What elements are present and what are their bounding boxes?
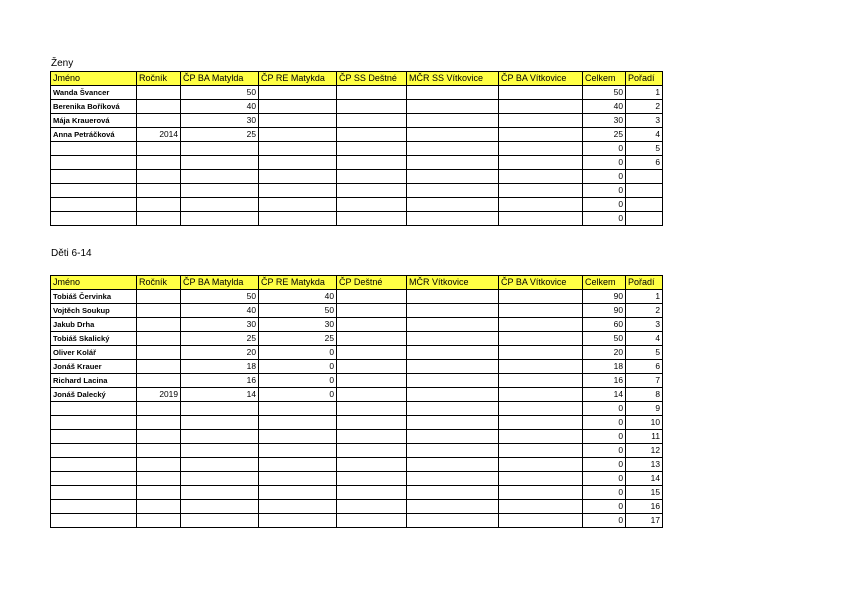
cell-cp-ba-matylda xyxy=(181,212,259,226)
column-header-cp-re-matykda: ČP RE Matykda xyxy=(259,72,337,86)
table-row xyxy=(51,332,663,346)
cell-name xyxy=(51,514,137,528)
cell-cp-re-matykda xyxy=(259,170,337,184)
cell-total: 0 xyxy=(583,402,626,416)
cell-total: 0 xyxy=(583,458,626,472)
cell-cp-ba-vitkovice xyxy=(499,486,583,500)
table-row xyxy=(51,86,663,100)
cell-race-4 xyxy=(337,304,407,318)
cell-race-5 xyxy=(407,416,499,430)
cell-rank: 7 xyxy=(626,374,663,388)
cell-name xyxy=(51,500,137,514)
cell-race-5 xyxy=(407,472,499,486)
cell-race-4 xyxy=(337,472,407,486)
cell-total: 20 xyxy=(583,346,626,360)
cell-race-5 xyxy=(407,198,499,212)
cell-race-5 xyxy=(407,304,499,318)
table-row xyxy=(51,458,663,472)
cell-cp-re-matykda xyxy=(259,472,337,486)
cell-cp-re-matykda xyxy=(259,500,337,514)
cell-cp-re-matykda: 0 xyxy=(259,346,337,360)
column-header-total: Celkem xyxy=(583,276,626,290)
cell-total: 50 xyxy=(583,332,626,346)
cell-total: 0 xyxy=(583,198,626,212)
cell-cp-ba-matylda: 18 xyxy=(181,360,259,374)
table-row xyxy=(51,198,663,212)
cell-name xyxy=(51,184,137,198)
cell-cp-ba-matylda: 50 xyxy=(181,86,259,100)
cell-birth-year xyxy=(137,114,181,128)
column-header-birth-year: Ročník xyxy=(137,72,181,86)
cell-race-4 xyxy=(337,86,407,100)
cell-race-5 xyxy=(407,128,499,142)
cell-race-4 xyxy=(337,212,407,226)
cell-total: 0 xyxy=(583,212,626,226)
cell-cp-re-matykda xyxy=(259,402,337,416)
cell-total: 0 xyxy=(583,416,626,430)
cell-cp-ba-vitkovice xyxy=(499,500,583,514)
cell-birth-year xyxy=(137,332,181,346)
cell-name xyxy=(51,156,137,170)
cell-cp-re-matykda xyxy=(259,514,337,528)
cell-rank: 5 xyxy=(626,346,663,360)
cell-cp-re-matykda xyxy=(259,212,337,226)
cell-cp-re-matykda xyxy=(259,86,337,100)
cell-race-4 xyxy=(337,374,407,388)
cell-rank: 16 xyxy=(626,500,663,514)
cell-cp-re-matykda: 0 xyxy=(259,360,337,374)
cell-name xyxy=(51,170,137,184)
cell-rank: 5 xyxy=(626,142,663,156)
cell-cp-ba-vitkovice xyxy=(499,416,583,430)
cell-cp-ba-matylda: 20 xyxy=(181,346,259,360)
cell-total: 25 xyxy=(583,128,626,142)
cell-race-4 xyxy=(337,332,407,346)
column-header-cp-ba-vitkovice: ČP BA Vítkovice xyxy=(499,72,583,86)
cell-cp-re-matykda xyxy=(259,100,337,114)
cell-cp-re-matykda xyxy=(259,114,337,128)
cell-race-5 xyxy=(407,500,499,514)
cell-race-5 xyxy=(407,444,499,458)
cell-race-5 xyxy=(407,430,499,444)
cell-cp-ba-vitkovice xyxy=(499,430,583,444)
cell-rank: 8 xyxy=(626,388,663,402)
cell-rank: 15 xyxy=(626,486,663,500)
cell-cp-ba-vitkovice xyxy=(499,142,583,156)
header-row xyxy=(51,72,663,86)
cell-total: 0 xyxy=(583,486,626,500)
cell-cp-ba-vitkovice xyxy=(499,170,583,184)
cell-rank: 17 xyxy=(626,514,663,528)
cell-cp-re-matykda xyxy=(259,184,337,198)
cell-name: Richard Lacina xyxy=(51,374,137,388)
cell-cp-ba-vitkovice xyxy=(499,374,583,388)
header-row xyxy=(51,276,663,290)
table-row xyxy=(51,318,663,332)
table-row xyxy=(51,416,663,430)
cell-rank: 4 xyxy=(626,128,663,142)
cell-birth-year xyxy=(137,304,181,318)
table-row xyxy=(51,170,663,184)
cell-cp-re-matykda xyxy=(259,416,337,430)
column-header-total: Celkem xyxy=(583,72,626,86)
column-header-cp-ba-vitkovice: ČP BA Vítkovice xyxy=(499,276,583,290)
cell-name: Tobiáš Skalický xyxy=(51,332,137,346)
cell-race-4 xyxy=(337,416,407,430)
table-row xyxy=(51,114,663,128)
cell-rank xyxy=(626,198,663,212)
cell-cp-re-matykda: 0 xyxy=(259,374,337,388)
column-header-cp-re-matykda: ČP RE Matykda xyxy=(259,276,337,290)
cell-cp-ba-matylda xyxy=(181,486,259,500)
cell-birth-year xyxy=(137,416,181,430)
cell-name xyxy=(51,402,137,416)
cell-cp-ba-matylda xyxy=(181,198,259,212)
cell-cp-ba-vitkovice xyxy=(499,156,583,170)
cell-race-4 xyxy=(337,170,407,184)
cell-cp-ba-vitkovice xyxy=(499,318,583,332)
cell-race-4 xyxy=(337,114,407,128)
cell-total: 16 xyxy=(583,374,626,388)
cell-cp-ba-vitkovice xyxy=(499,114,583,128)
cell-race-4 xyxy=(337,360,407,374)
cell-race-4 xyxy=(337,318,407,332)
cell-cp-ba-matylda xyxy=(181,184,259,198)
cell-cp-ba-vitkovice xyxy=(499,444,583,458)
cell-rank: 4 xyxy=(626,332,663,346)
cell-race-5 xyxy=(407,212,499,226)
cell-name xyxy=(51,416,137,430)
column-header-cp-ba-matylda: ČP BA Matylda xyxy=(181,72,259,86)
cell-rank: 2 xyxy=(626,100,663,114)
cell-cp-re-matykda xyxy=(259,486,337,500)
table-row xyxy=(51,346,663,360)
cell-cp-ba-matylda: 16 xyxy=(181,374,259,388)
cell-birth-year xyxy=(137,402,181,416)
cell-name xyxy=(51,198,137,212)
cell-cp-ba-vitkovice xyxy=(499,198,583,212)
cell-total: 14 xyxy=(583,388,626,402)
cell-race-5 xyxy=(407,388,499,402)
cell-name: Tobiáš Červinka xyxy=(51,290,137,304)
cell-cp-ba-matylda xyxy=(181,458,259,472)
cell-name xyxy=(51,212,137,226)
cell-cp-ba-matylda xyxy=(181,416,259,430)
cell-total: 18 xyxy=(583,360,626,374)
cell-rank: 6 xyxy=(626,156,663,170)
cell-cp-ba-matylda xyxy=(181,142,259,156)
cell-name xyxy=(51,430,137,444)
cell-cp-re-matykda xyxy=(259,444,337,458)
cell-cp-ba-vitkovice xyxy=(499,184,583,198)
cell-cp-ba-matylda: 30 xyxy=(181,318,259,332)
cell-rank: 2 xyxy=(626,304,663,318)
cell-race-4 xyxy=(337,184,407,198)
cell-cp-ba-matylda xyxy=(181,402,259,416)
cell-name: Berenika Boříková xyxy=(51,100,137,114)
cell-cp-ba-matylda: 14 xyxy=(181,388,259,402)
cell-cp-ba-vitkovice xyxy=(499,388,583,402)
cell-cp-ba-vitkovice xyxy=(499,360,583,374)
table-row xyxy=(51,430,663,444)
cell-total: 0 xyxy=(583,170,626,184)
cell-rank: 14 xyxy=(626,472,663,486)
cell-rank: 12 xyxy=(626,444,663,458)
cell-race-5 xyxy=(407,402,499,416)
cell-race-5 xyxy=(407,114,499,128)
cell-race-5 xyxy=(407,170,499,184)
cell-race-5 xyxy=(407,458,499,472)
cell-total: 0 xyxy=(583,500,626,514)
cell-race-5 xyxy=(407,290,499,304)
cell-birth-year xyxy=(137,212,181,226)
cell-total: 90 xyxy=(583,290,626,304)
cell-cp-ba-vitkovice xyxy=(499,332,583,346)
table-row xyxy=(51,360,663,374)
cell-cp-ba-matylda: 40 xyxy=(181,100,259,114)
cell-cp-re-matykda xyxy=(259,128,337,142)
cell-total: 0 xyxy=(583,184,626,198)
cell-cp-ba-vitkovice xyxy=(499,304,583,318)
cell-name: Jonáš Krauer xyxy=(51,360,137,374)
cell-race-4 xyxy=(337,198,407,212)
cell-race-4 xyxy=(337,142,407,156)
cell-cp-ba-matylda: 25 xyxy=(181,128,259,142)
section-title-deti: Děti 6-14 xyxy=(51,248,92,259)
cell-race-4 xyxy=(337,486,407,500)
cell-cp-re-matykda xyxy=(259,198,337,212)
cell-cp-ba-matylda: 30 xyxy=(181,114,259,128)
cell-total: 60 xyxy=(583,318,626,332)
cell-race-5 xyxy=(407,360,499,374)
cell-cp-ba-matylda xyxy=(181,430,259,444)
cell-cp-re-matykda xyxy=(259,430,337,444)
cell-total: 0 xyxy=(583,514,626,528)
cell-cp-re-matykda: 50 xyxy=(259,304,337,318)
cell-birth-year xyxy=(137,100,181,114)
cell-name xyxy=(51,444,137,458)
cell-race-5 xyxy=(407,332,499,346)
table-row xyxy=(51,156,663,170)
cell-cp-ba-vitkovice xyxy=(499,514,583,528)
cell-cp-re-matykda xyxy=(259,142,337,156)
cell-race-4 xyxy=(337,402,407,416)
column-header-rank: Pořadí xyxy=(626,276,663,290)
cell-total: 0 xyxy=(583,444,626,458)
cell-total: 0 xyxy=(583,472,626,486)
table-row xyxy=(51,142,663,156)
cell-race-5 xyxy=(407,514,499,528)
table-row xyxy=(51,100,663,114)
table-row xyxy=(51,472,663,486)
cell-name: Jakub Drha xyxy=(51,318,137,332)
cell-total: 40 xyxy=(583,100,626,114)
cell-race-5 xyxy=(407,486,499,500)
column-header-race-4: ČP SS Deštné xyxy=(337,72,407,86)
cell-cp-ba-vitkovice xyxy=(499,472,583,486)
table-row xyxy=(51,184,663,198)
cell-birth-year xyxy=(137,156,181,170)
cell-cp-ba-matylda xyxy=(181,170,259,184)
cell-race-5 xyxy=(407,142,499,156)
cell-race-4 xyxy=(337,388,407,402)
cell-name xyxy=(51,458,137,472)
cell-race-4 xyxy=(337,290,407,304)
cell-rank: 6 xyxy=(626,360,663,374)
cell-total: 0 xyxy=(583,156,626,170)
column-header-rank: Pořadí xyxy=(626,72,663,86)
cell-name: Vojtěch Soukup xyxy=(51,304,137,318)
cell-cp-ba-matylda xyxy=(181,500,259,514)
cell-race-4 xyxy=(337,430,407,444)
cell-rank xyxy=(626,184,663,198)
cell-birth-year xyxy=(137,142,181,156)
cell-rank: 11 xyxy=(626,430,663,444)
cell-birth-year xyxy=(137,290,181,304)
cell-race-4 xyxy=(337,156,407,170)
cell-birth-year xyxy=(137,458,181,472)
cell-total: 0 xyxy=(583,142,626,156)
cell-cp-ba-matylda xyxy=(181,472,259,486)
column-header-name: Jméno xyxy=(51,276,137,290)
cell-birth-year xyxy=(137,360,181,374)
table-row xyxy=(51,128,663,142)
cell-rank: 13 xyxy=(626,458,663,472)
table-row xyxy=(51,290,663,304)
cell-birth-year xyxy=(137,198,181,212)
cell-race-4 xyxy=(337,346,407,360)
cell-birth-year xyxy=(137,318,181,332)
cell-rank xyxy=(626,212,663,226)
cell-name: Oliver Kolář xyxy=(51,346,137,360)
column-header-cp-ba-matylda: ČP BA Matylda xyxy=(181,276,259,290)
cell-birth-year xyxy=(137,444,181,458)
cell-birth-year xyxy=(137,170,181,184)
cell-race-5 xyxy=(407,346,499,360)
cell-total: 30 xyxy=(583,114,626,128)
cell-rank: 1 xyxy=(626,290,663,304)
cell-cp-ba-vitkovice xyxy=(499,458,583,472)
cell-rank: 10 xyxy=(626,416,663,430)
cell-cp-ba-vitkovice xyxy=(499,86,583,100)
cell-cp-re-matykda: 40 xyxy=(259,290,337,304)
cell-total: 0 xyxy=(583,430,626,444)
cell-birth-year xyxy=(137,374,181,388)
cell-cp-re-matykda xyxy=(259,156,337,170)
cell-name: Wanda Švancer xyxy=(51,86,137,100)
cell-name: Mája Krauerová xyxy=(51,114,137,128)
cell-rank: 3 xyxy=(626,318,663,332)
table-row xyxy=(51,304,663,318)
cell-birth-year xyxy=(137,486,181,500)
cell-cp-re-matykda: 0 xyxy=(259,388,337,402)
cell-name xyxy=(51,472,137,486)
cell-birth-year xyxy=(137,514,181,528)
cell-birth-year xyxy=(137,500,181,514)
results-table-zeny xyxy=(50,71,663,226)
column-header-race-5: MČR Vítkovice xyxy=(407,276,499,290)
cell-cp-ba-vitkovice xyxy=(499,212,583,226)
cell-name xyxy=(51,142,137,156)
cell-race-5 xyxy=(407,318,499,332)
cell-cp-ba-matylda: 50 xyxy=(181,290,259,304)
cell-cp-ba-vitkovice xyxy=(499,100,583,114)
cell-race-4 xyxy=(337,128,407,142)
cell-cp-ba-vitkovice xyxy=(499,346,583,360)
cell-birth-year xyxy=(137,346,181,360)
section-title-zeny: Ženy xyxy=(51,58,74,69)
cell-birth-year xyxy=(137,184,181,198)
table-row xyxy=(51,374,663,388)
cell-birth-year xyxy=(137,86,181,100)
cell-cp-ba-matylda xyxy=(181,514,259,528)
cell-cp-re-matykda: 25 xyxy=(259,332,337,346)
cell-race-4 xyxy=(337,458,407,472)
cell-cp-ba-matylda: 25 xyxy=(181,332,259,346)
cell-rank xyxy=(626,170,663,184)
cell-cp-ba-vitkovice xyxy=(499,128,583,142)
cell-race-5 xyxy=(407,100,499,114)
cell-name: Anna Petráčková xyxy=(51,128,137,142)
cell-rank: 9 xyxy=(626,402,663,416)
cell-race-4 xyxy=(337,514,407,528)
table-row xyxy=(51,212,663,226)
cell-race-4 xyxy=(337,500,407,514)
cell-birth-year xyxy=(137,430,181,444)
cell-rank: 1 xyxy=(626,86,663,100)
results-table-deti xyxy=(50,275,663,528)
table-row xyxy=(51,500,663,514)
cell-race-5 xyxy=(407,184,499,198)
cell-cp-ba-vitkovice xyxy=(499,290,583,304)
cell-birth-year: 2014 xyxy=(137,128,181,142)
cell-race-5 xyxy=(407,86,499,100)
cell-cp-ba-matylda xyxy=(181,444,259,458)
cell-cp-re-matykda xyxy=(259,458,337,472)
cell-total: 90 xyxy=(583,304,626,318)
table-row xyxy=(51,402,663,416)
cell-race-4 xyxy=(337,100,407,114)
cell-cp-ba-matylda: 40 xyxy=(181,304,259,318)
column-header-name: Jméno xyxy=(51,72,137,86)
cell-total: 50 xyxy=(583,86,626,100)
cell-rank: 3 xyxy=(626,114,663,128)
cell-race-5 xyxy=(407,374,499,388)
cell-birth-year: 2019 xyxy=(137,388,181,402)
cell-cp-re-matykda: 30 xyxy=(259,318,337,332)
cell-cp-ba-vitkovice xyxy=(499,402,583,416)
column-header-birth-year: Ročník xyxy=(137,276,181,290)
cell-race-5 xyxy=(407,156,499,170)
cell-name xyxy=(51,486,137,500)
column-header-race-4: ČP Deštné xyxy=(337,276,407,290)
table-row xyxy=(51,444,663,458)
cell-birth-year xyxy=(137,472,181,486)
table-row xyxy=(51,388,663,402)
table-row xyxy=(51,514,663,528)
cell-race-4 xyxy=(337,444,407,458)
cell-cp-ba-matylda xyxy=(181,156,259,170)
cell-name: Jonáš Dalecký xyxy=(51,388,137,402)
column-header-race-5: MČR SS Vítkovice xyxy=(407,72,499,86)
table-row xyxy=(51,486,663,500)
